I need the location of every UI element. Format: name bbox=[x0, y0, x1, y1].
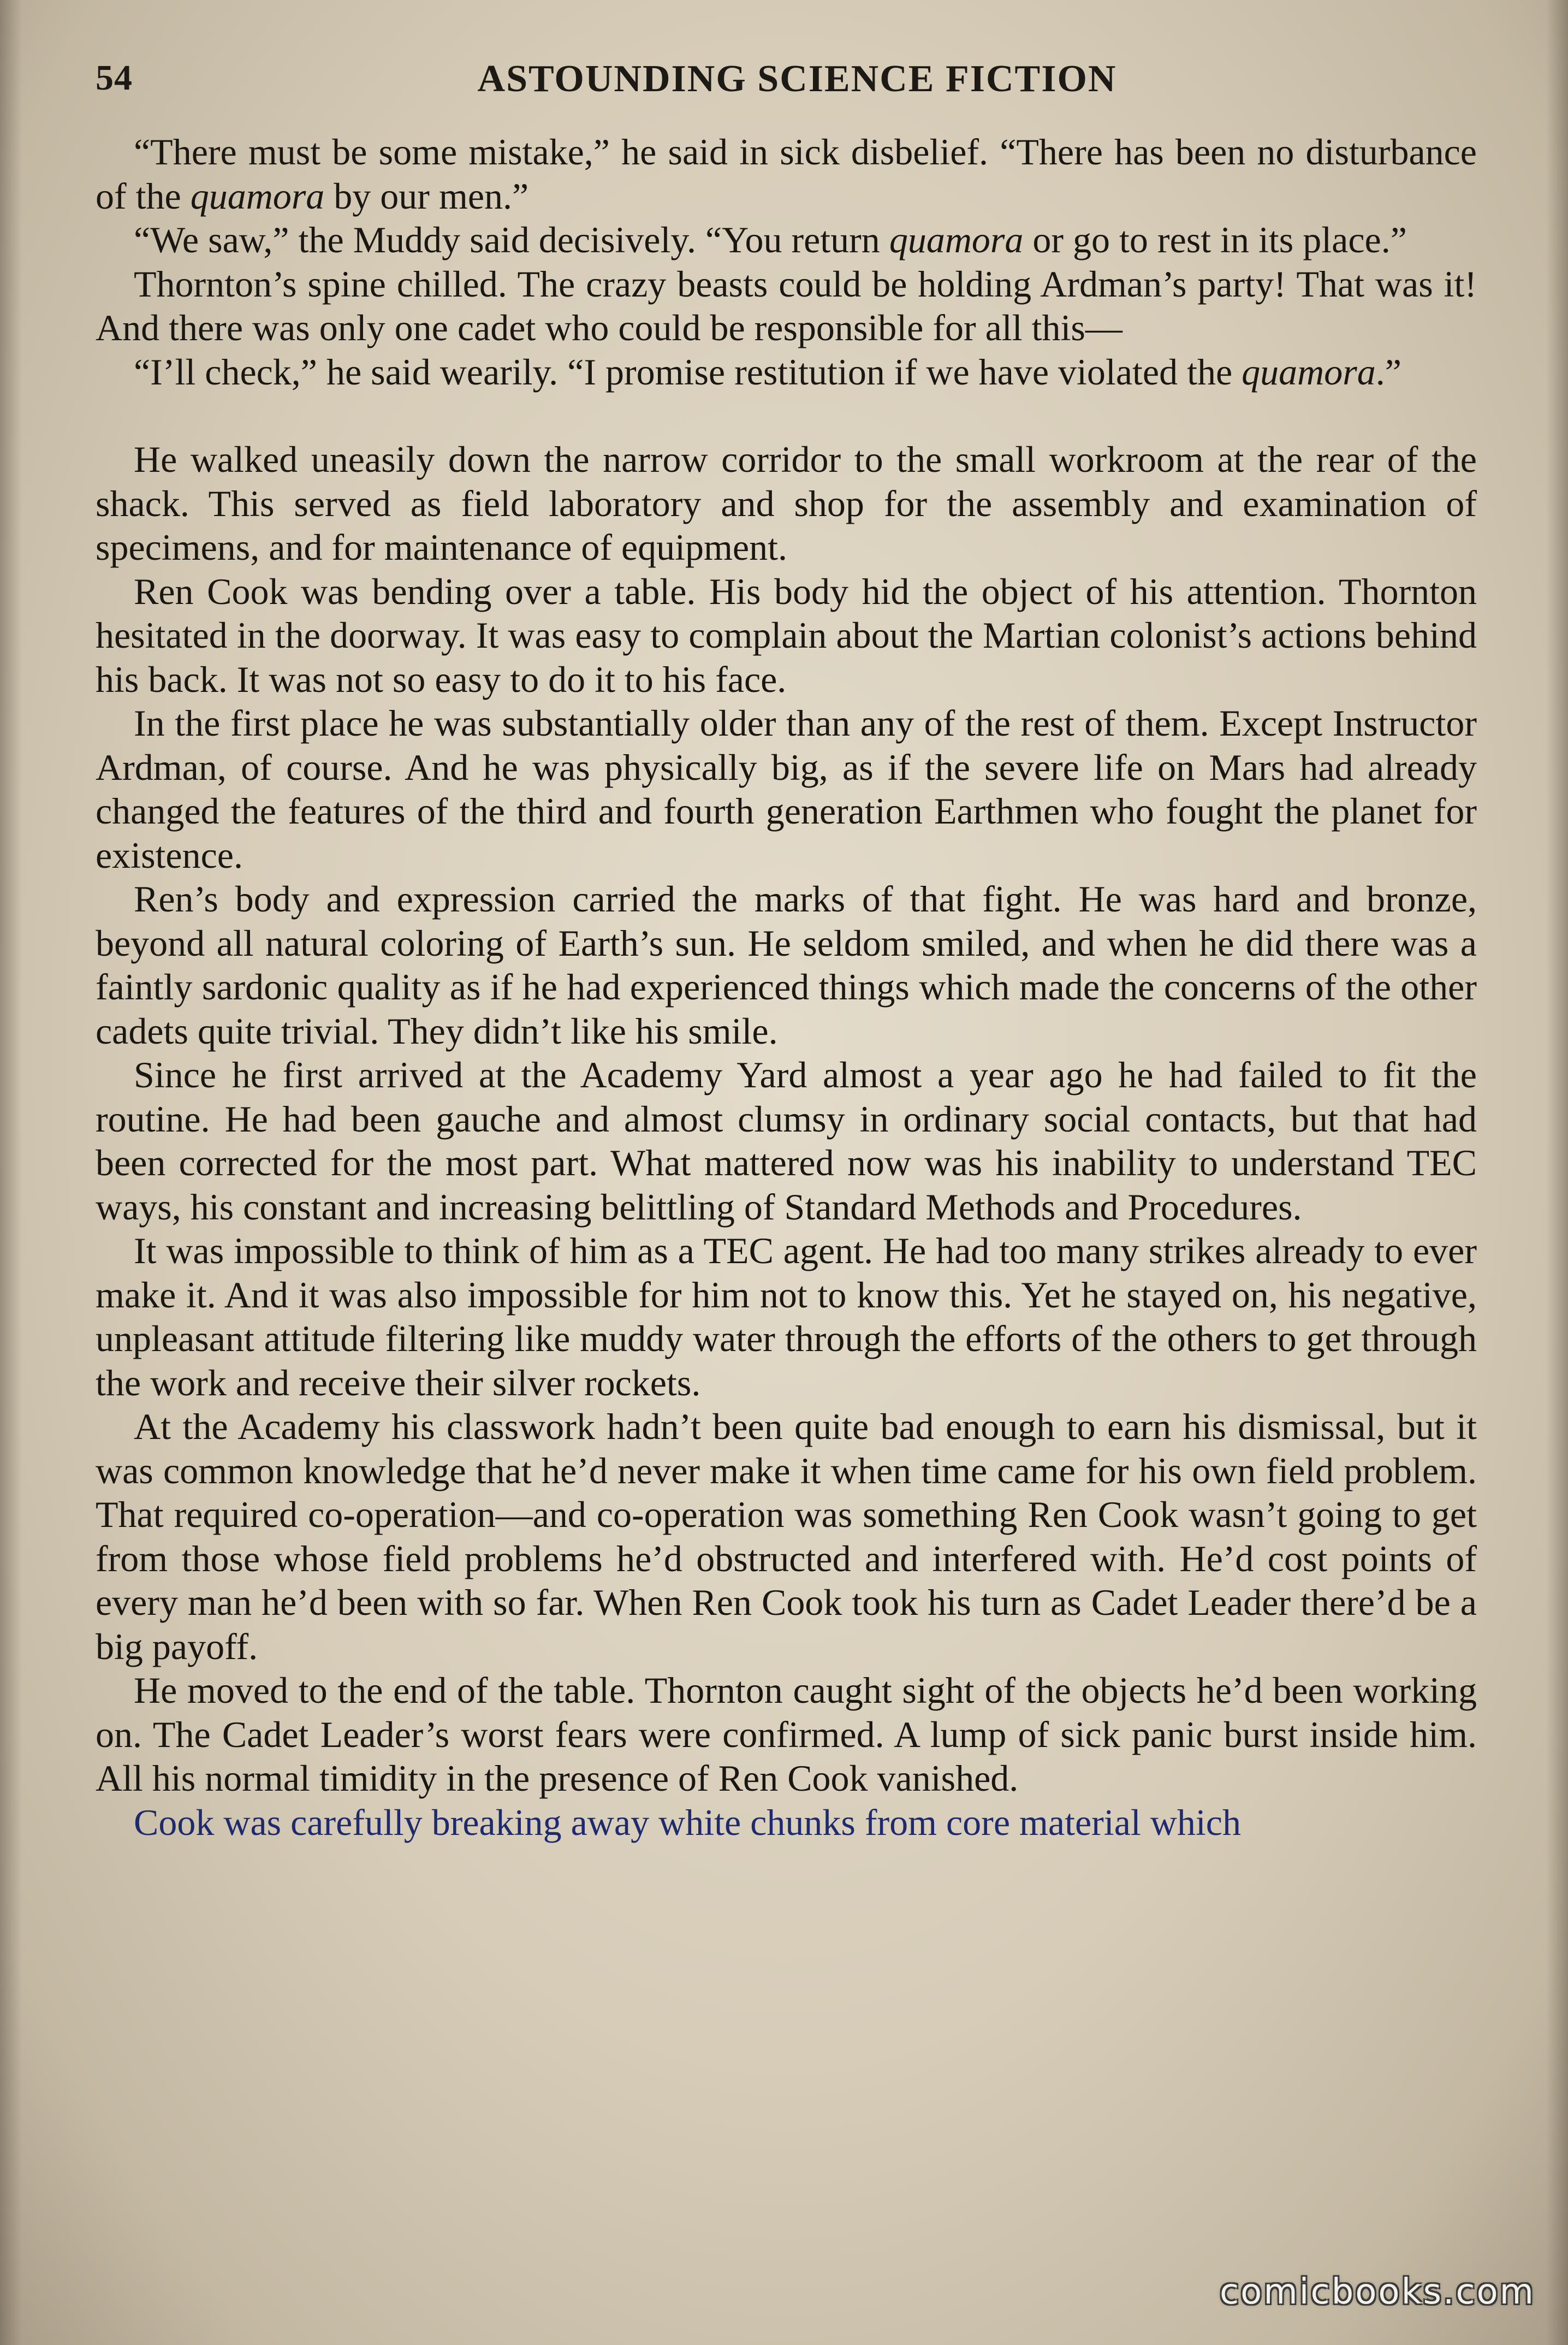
watermark: comicbooks.com bbox=[1219, 2272, 1535, 2312]
paragraph: Thornton’s spine chilled. The crazy beasts could be holding Ardman’s party! That was it! And there was only one cadet who could be responsible for all this— bbox=[96, 263, 1477, 348]
paragraph: “We saw,” the Muddy said decisively. “You return quamora or go to rest in its place.” bbox=[134, 219, 1407, 260]
page-header bbox=[96, 57, 1477, 106]
paragraph: Ren Cook was bending over a table. His body hid the object of his attention. Thornton hesitated in the doorway. It was easy to complain about the Martian colonist’s actions behind his back. It was not so easy to do it to his face. bbox=[96, 570, 1477, 700]
italic-word: quamora bbox=[1242, 351, 1376, 393]
italic-word: quamora bbox=[190, 175, 325, 217]
paragraph: “There must be some mistake,” he said in sick disbelief. “There has been no disturbance of the quamora by our men.” bbox=[96, 131, 1477, 217]
paragraph: Since he first arrived at the Academy Yard almost a year ago he had failed to fit the routine. He had been gauche and almost clumsy in ordinary social contacts, but that had been corrected for the most part. What mattered now was his inability to understand TEC ways, his constant and increasing belittling of Standard Methods and Procedures. bbox=[96, 1054, 1477, 1228]
page-number: 54 bbox=[96, 58, 133, 98]
running-title: ASTOUNDING SCIENCE FICTION bbox=[477, 58, 1117, 100]
paragraph: He moved to the end of the table. Thornton caught sight of the objects he’d been working on. The Cadet Leader’s worst fears were confirmed. A lump of sick panic burst inside him. All his normal timidity in the presence of Ren Cook vanished. bbox=[96, 1669, 1477, 1799]
paragraph: At the Academy his classwork hadn’t been quite bad enough to earn his dismissal, but it was common knowledge that he’d never make it when time came for his own field problem. That required co-operation—and co-operation was something Ren Cook wasn’t going to get from those whose field problems he’d obstructed and interfered with. He’d cost points of every man he’d been with so far. When Ren Cook took his turn as Cadet Leader there’d be a big payoff. bbox=[96, 1406, 1477, 1667]
paragraph: “I’ll check,” he said wearily. “I promise restitution if we have violated the quamora.” bbox=[134, 351, 1401, 393]
paragraph: Cook was carefully breaking away white chunks from core material which bbox=[134, 1801, 1241, 1843]
paragraph: It was impossible to think of him as a TEC agent. He had too many strikes already to ever make it. And it was also impossible for him not to know this. Yet he stayed on, his negative, unpleasant attitude filtering like muddy water through the efforts of the others to get through the work and receive their silver rockets. bbox=[96, 1230, 1477, 1404]
paragraph: In the first place he was substantially older than any of the rest of them. Except Instructor Ardman, of course. And he was physically big, as if the severe life on Mars had already changed the features of the third and fourth generation Earthmen who fought the planet for existence. bbox=[96, 702, 1477, 876]
body-text bbox=[96, 130, 1477, 1844]
page-edge-shadow-right bbox=[1546, 0, 1568, 2345]
paragraph: He walked uneasily down the narrow corridor to the small workroom at the rear of the shack. This served as field laboratory and shop for the assembly and examination of specimens, and for maintenance of equipment. bbox=[96, 439, 1477, 568]
paragraph: Ren’s body and expression carried the marks of that fight. He was hard and bronze, beyond all natural coloring of Earth’s sun. He seldom smiled, and when he did there was a faintly sardonic quality as if he had experienced things which made the concerns of the other cadets quite trivial. They didn’t like his smile. bbox=[96, 878, 1477, 1052]
page-edge-shadow-left bbox=[0, 0, 22, 2345]
italic-word: quamora bbox=[889, 219, 1024, 260]
